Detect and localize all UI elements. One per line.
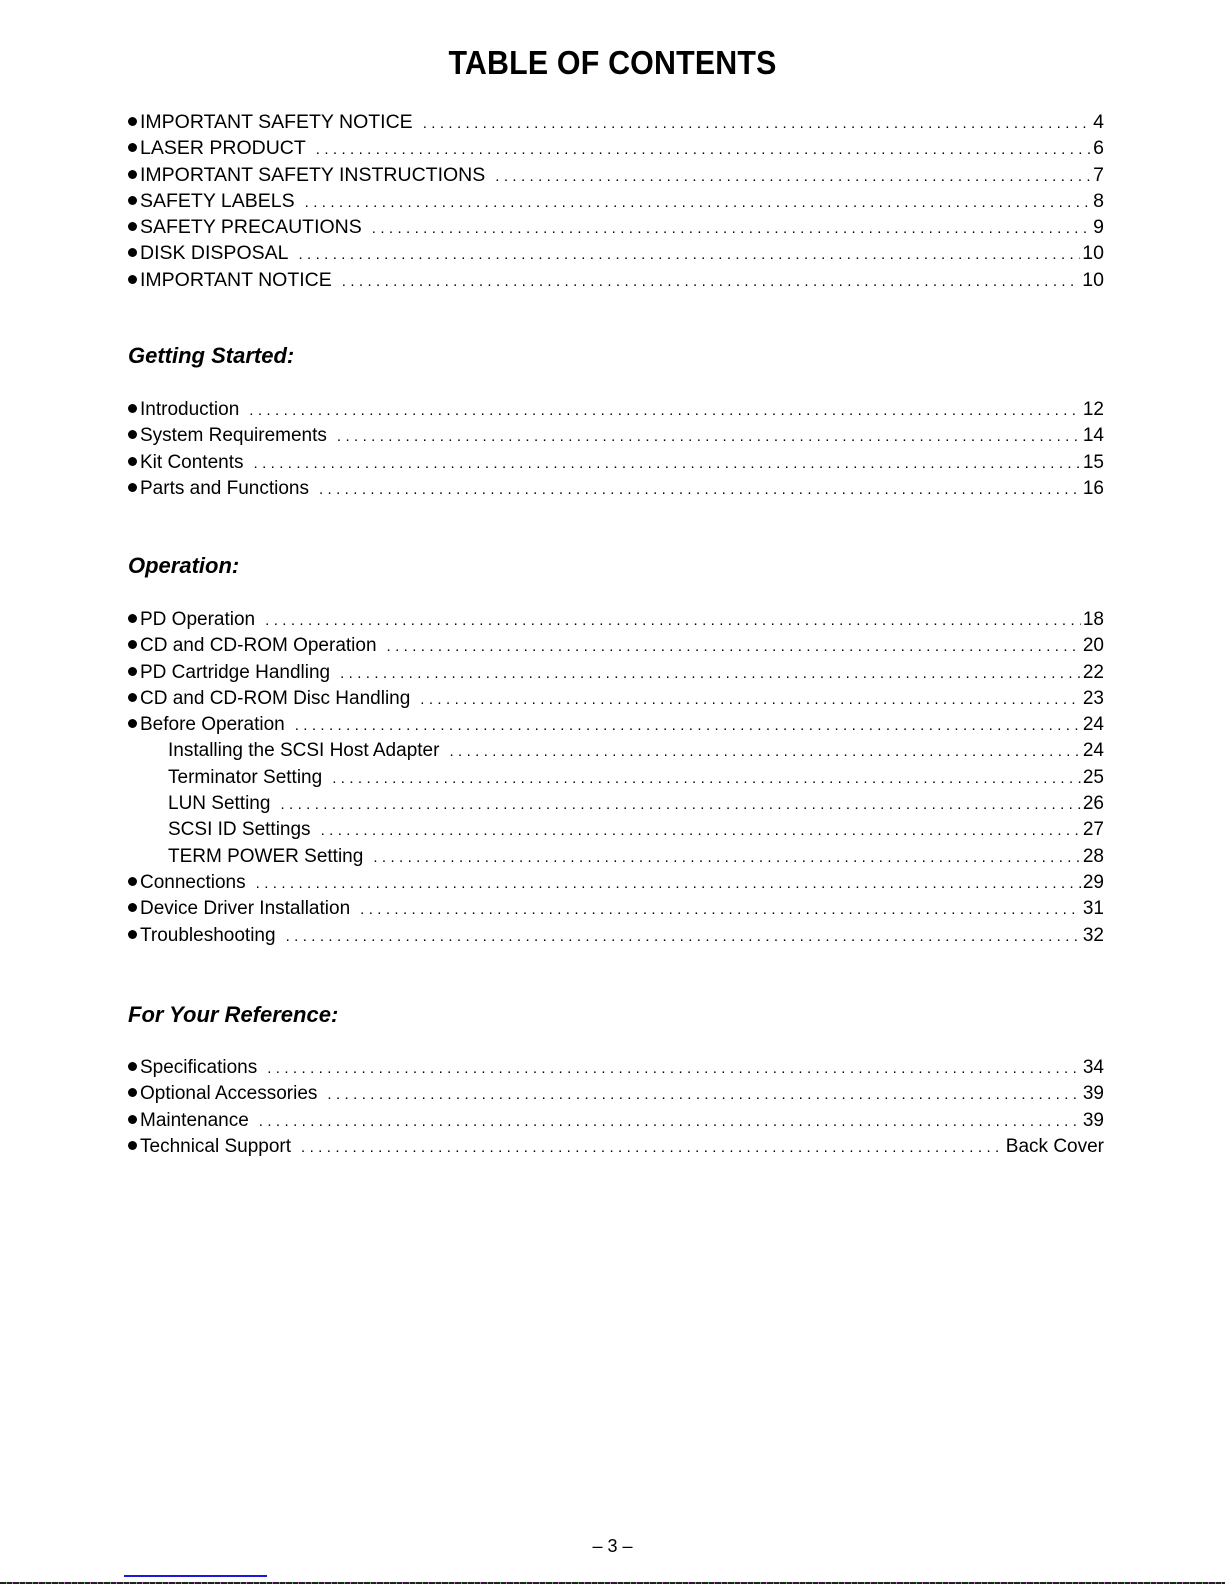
bullet-icon — [128, 170, 137, 179]
dot-leader — [301, 1135, 1004, 1161]
dot-leader — [265, 608, 1081, 634]
dot-leader — [267, 1056, 1081, 1082]
page-number: – 3 – — [592, 1536, 633, 1556]
toc-entry-page: 10 — [1082, 268, 1104, 291]
dot-leader — [449, 739, 1080, 765]
dot-leader — [337, 424, 1081, 450]
toc-entry[interactable] — [128, 817, 1104, 843]
page-title: TABLE OF CONTENTS — [448, 44, 777, 81]
bullet-icon — [128, 117, 137, 126]
toc-entry[interactable] — [128, 633, 1104, 659]
toc-entry-page: 18 — [1082, 609, 1104, 630]
toc-entry-label: System Requirements — [140, 425, 327, 447]
dot-leader — [295, 713, 1081, 739]
toc-entry-label: CD and CD-ROM Operation — [140, 635, 377, 657]
bullet-icon — [128, 614, 137, 623]
toc-entry-page: 8 — [1093, 189, 1104, 212]
toc-entry-label: Parts and Functions — [140, 477, 309, 499]
section-heading-getting-started: Getting Started: — [128, 343, 295, 368]
toc-entry-label: Introduction — [140, 399, 240, 420]
bullet-icon — [128, 693, 137, 702]
toc-entry-label: LASER PRODUCT — [140, 137, 306, 160]
dot-leader — [373, 845, 1081, 871]
toc-entry[interactable] — [128, 738, 1104, 764]
toc-entry-page: 39 — [1082, 1109, 1104, 1131]
toc-entry-page: 31 — [1082, 898, 1104, 920]
dot-leader — [420, 687, 1081, 713]
bullet-icon — [128, 640, 137, 649]
bullet-icon — [128, 930, 137, 939]
toc-entry-label: Technical Support — [140, 1135, 292, 1157]
toc-entry-page: 26 — [1082, 793, 1104, 815]
dot-leader — [495, 164, 1091, 190]
link-underline — [124, 1575, 267, 1577]
toc-entry-label: Optional Accessories — [140, 1083, 318, 1105]
toc-entry-label: Terminator Setting — [168, 766, 323, 788]
toc-entry-label: Device Driver Installation — [140, 898, 351, 920]
toc-entry[interactable] — [128, 423, 1104, 449]
toc-entry-label: Kit Contents — [140, 451, 244, 473]
dot-leader — [319, 477, 1081, 503]
toc-entry-label: TERM POWER Setting — [168, 845, 364, 867]
toc-entry[interactable] — [128, 267, 1104, 293]
toc-entry-page: 27 — [1082, 819, 1104, 841]
dot-leader — [286, 924, 1081, 950]
toc-entry-label: Troubleshooting — [140, 924, 276, 946]
toc-entry-label: DISK DISPOSAL — [140, 242, 289, 265]
toc-entry[interactable] — [128, 476, 1104, 502]
toc-entry-page: 9 — [1093, 216, 1104, 239]
toc-entry-label: SCSI ID Settings — [168, 819, 311, 841]
dot-leader — [249, 398, 1081, 424]
dot-leader — [423, 111, 1091, 137]
dot-leader — [332, 766, 1081, 792]
bullet-icon — [128, 430, 137, 439]
dot-leader — [327, 1082, 1080, 1108]
toc-entry[interactable] — [128, 135, 1104, 161]
toc-entry-page: 7 — [1093, 163, 1104, 186]
bullet-icon — [128, 404, 137, 413]
dot-leader — [342, 269, 1081, 295]
toc-entry-page: 29 — [1082, 871, 1104, 893]
toc-entry[interactable] — [128, 896, 1104, 922]
toc-entry[interactable] — [128, 1081, 1104, 1107]
toc-entry-page: 23 — [1082, 687, 1104, 709]
dot-leader — [298, 242, 1080, 268]
toc-entry-label: CD and CD-ROM Disc Handling — [140, 687, 411, 709]
toc-entry[interactable] — [128, 162, 1104, 188]
toc-entry-label: Installing the SCSI Host Adapter — [168, 740, 440, 762]
toc-entry-page: 10 — [1082, 242, 1104, 265]
toc-entry-label: IMPORTANT SAFETY INSTRUCTIONS — [140, 163, 486, 186]
toc-entry[interactable] — [128, 397, 1104, 423]
toc-entry-page: 39 — [1082, 1083, 1104, 1105]
bullet-icon — [128, 457, 137, 466]
toc-entry-label: SAFETY LABELS — [140, 189, 295, 212]
dot-leader — [256, 871, 1081, 897]
toc-entry[interactable] — [128, 1055, 1104, 1081]
toc-entry-page: 14 — [1082, 425, 1104, 447]
toc-entry[interactable] — [128, 109, 1104, 135]
dot-leader — [340, 661, 1081, 687]
toc-entry-label: PD Operation — [140, 609, 256, 630]
toc-list-operation — [128, 607, 1104, 949]
bullet-icon — [128, 143, 137, 152]
toc-entry-page: 6 — [1093, 137, 1104, 160]
bullet-icon — [128, 222, 137, 231]
toc-entry[interactable] — [128, 1134, 1104, 1160]
bullet-icon — [128, 1088, 137, 1097]
bullet-icon — [128, 1115, 137, 1124]
toc-entry-label: Maintenance — [140, 1109, 249, 1131]
toc-entry-label: Specifications — [140, 1057, 258, 1078]
toc-entry-page: 16 — [1082, 477, 1104, 499]
bullet-icon — [128, 877, 137, 886]
toc-entry-page: 32 — [1082, 924, 1104, 946]
bullet-icon — [128, 1141, 137, 1150]
bullet-icon — [128, 667, 137, 676]
toc-entry-label: LUN Setting — [168, 793, 271, 815]
toc-entry[interactable] — [128, 660, 1104, 686]
toc-entry[interactable] — [128, 765, 1104, 791]
toc-entry-page: 34 — [1082, 1057, 1104, 1078]
toc-list-getting-started — [128, 397, 1104, 502]
section-heading-reference: For Your Reference: — [128, 1002, 339, 1027]
toc-entry[interactable] — [128, 686, 1104, 712]
dot-leader — [280, 792, 1080, 818]
toc-entry[interactable] — [128, 712, 1104, 738]
toc-entry-page: 20 — [1082, 635, 1104, 657]
toc-entry-label: IMPORTANT NOTICE — [140, 268, 332, 291]
bullet-icon — [128, 903, 137, 912]
dot-leader — [305, 190, 1092, 216]
dot-leader — [387, 634, 1081, 660]
dot-leader — [316, 137, 1091, 163]
dot-leader — [372, 216, 1091, 242]
toc-entry-label: Before Operation — [140, 714, 285, 736]
toc-entry[interactable] — [128, 450, 1104, 476]
bullet-icon — [128, 248, 137, 257]
bullet-icon — [128, 719, 137, 728]
toc-entry[interactable] — [128, 870, 1104, 896]
bullet-icon — [128, 196, 137, 205]
toc-entry[interactable] — [128, 188, 1104, 214]
dot-leader — [360, 897, 1081, 923]
toc-entry-page: 24 — [1082, 714, 1104, 736]
toc-entry-label: IMPORTANT SAFETY NOTICE — [140, 111, 413, 133]
dot-leader — [259, 1109, 1081, 1135]
toc-entry[interactable] — [128, 844, 1104, 870]
dot-leader — [254, 451, 1081, 477]
toc-entry-label: PD Cartridge Handling — [140, 661, 331, 683]
toc-entry-page: 24 — [1082, 740, 1104, 762]
toc-entry-page: Back Cover — [1005, 1135, 1104, 1157]
toc-entry-label: Connections — [140, 871, 246, 893]
section-heading-operation: Operation: — [128, 553, 240, 578]
bullet-icon — [128, 483, 137, 492]
bullet-icon — [128, 275, 137, 284]
toc-entry[interactable] — [128, 240, 1104, 266]
toc-entry-page: 4 — [1093, 111, 1104, 133]
toc-entry[interactable] — [128, 1108, 1104, 1134]
toc-entry[interactable] — [128, 923, 1104, 949]
toc-list-reference — [128, 1055, 1104, 1160]
bullet-icon — [128, 1062, 137, 1071]
toc-entry-page: 12 — [1082, 399, 1104, 420]
toc-entry-page: 25 — [1082, 766, 1104, 788]
dot-leader — [321, 818, 1081, 844]
toc-entry[interactable] — [128, 214, 1104, 240]
toc-entry[interactable] — [128, 791, 1104, 817]
page-edge-divider — [0, 1582, 1225, 1584]
toc-entry-page: 22 — [1082, 661, 1104, 683]
toc-entry-page: 15 — [1082, 451, 1104, 473]
toc-entry-label: SAFETY PRECAUTIONS — [140, 216, 362, 239]
toc-entry-page: 28 — [1082, 845, 1104, 867]
toc-list-safety — [128, 109, 1104, 293]
toc-entry[interactable] — [128, 607, 1104, 633]
